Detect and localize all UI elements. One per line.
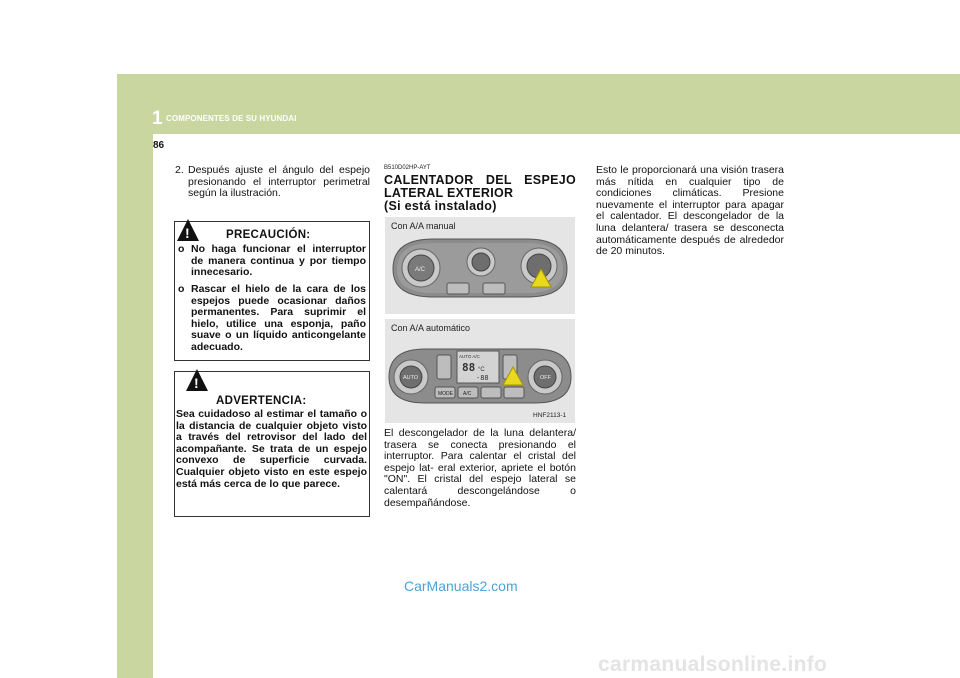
section-title [384,174,576,213]
auto-knob-right-label: OFF [540,375,551,381]
display-unit: °C [478,367,485,373]
description-text: El descongelador de la luna delantera/ trasera se conecta presionando el interruptor. Para calentar el cristal del espejo lat- eral exterior, apriete el botón "ON". El cristal del espejo lateral se calentará descongelándose o desempañándose. [384,427,576,509]
section-title-word: CALENTADOR [384,173,474,187]
section-title-line3: (Si está instalado) [384,199,497,213]
chapter-title: COMPONENTES DE SU HYUNDAI [166,114,297,123]
figure-code: HNF2113-1 [533,412,567,419]
precaution-item-text: Rascar el hielo de la cara de los espejos puede ocasionar daños permanentes. Para suprimir el hielo, utilice una esponja, paño suave o un líquido anticongelante adecuado. [191,283,366,353]
page-number: 86 [153,140,165,151]
bottom-watermark: carmanualsonline.info [598,653,828,676]
display-sub: -88 [476,374,489,382]
section-title-word: DEL [485,173,512,187]
step-2 [175,165,370,200]
auto-ac-panel-drawing [385,319,575,423]
chapter-number: 1 [152,108,163,129]
mode-button-label: MODE [438,391,453,397]
side-band [117,134,153,678]
site-watermark[interactable]: CarManuals2.com [404,578,518,594]
right-column-text: Esto le proporcionará una visión trasera más nítida en cualquier tipo de condiciones climáticas. Presione nuevamente el interruptor para apagar el calentador. El descongelador de la luna delantera/ trasera se desconecta automáticamente después de alrededor de 20 minutos. [596,164,784,258]
figure-auto-ac [385,319,575,423]
exclamation-icon: ! [194,375,199,391]
precaution-item: o No haga funcionar el interruptor de manera continua y por tiempo innecesario. [174,244,370,279]
precaution-title: PRECAUCIÓN: [226,229,311,241]
display-main: 88 [462,361,476,374]
manual-knob-label: A/C [415,267,426,273]
warning-text: Sea cuidadoso al estimar el tamaño o la distancia de cualquier objeto visto a través del retrovisor del lado del acompañante. Se trata de un espejo convexo de superficie curvada. Cualquier objeto visto en este espejo está más cerca de lo que parece. [176,408,367,490]
warning-title: ADVERTENCIA: [216,395,307,407]
manual-ac-panel-drawing [385,217,575,314]
manual-ac-label: Con A/A manual [391,221,456,231]
header-band [117,74,960,134]
display-top: AUTO A/C [459,354,480,359]
section-title-word: ESPEJO [524,173,576,187]
auto-knob-left-label: AUTO [403,375,419,381]
precaution-item-text: No haga funcionar el interruptor de manera continua y por tiempo innecesario. [191,243,366,279]
figure-manual-ac [385,217,575,314]
section-code: B510D02HP-AYT [384,165,431,171]
precaution-item: o Rascar el hielo de la cara de los espejos puede ocasionar daños permanentes. Para suprimir el hielo, utilice una esponja, paño suave o un líquido anticongelante adecuado. [174,284,370,354]
auto-ac-label: Con A/A automático [391,323,471,333]
step-number: 2. [175,164,184,176]
ac-button-label: A/C [463,391,472,397]
exclamation-icon: ! [185,225,190,241]
step-text: Después ajuste el ángulo del espejo presionando el interruptor perimetral según la ilustración. [188,164,370,200]
section-title-line2: LATERAL EXTERIOR [384,186,514,200]
